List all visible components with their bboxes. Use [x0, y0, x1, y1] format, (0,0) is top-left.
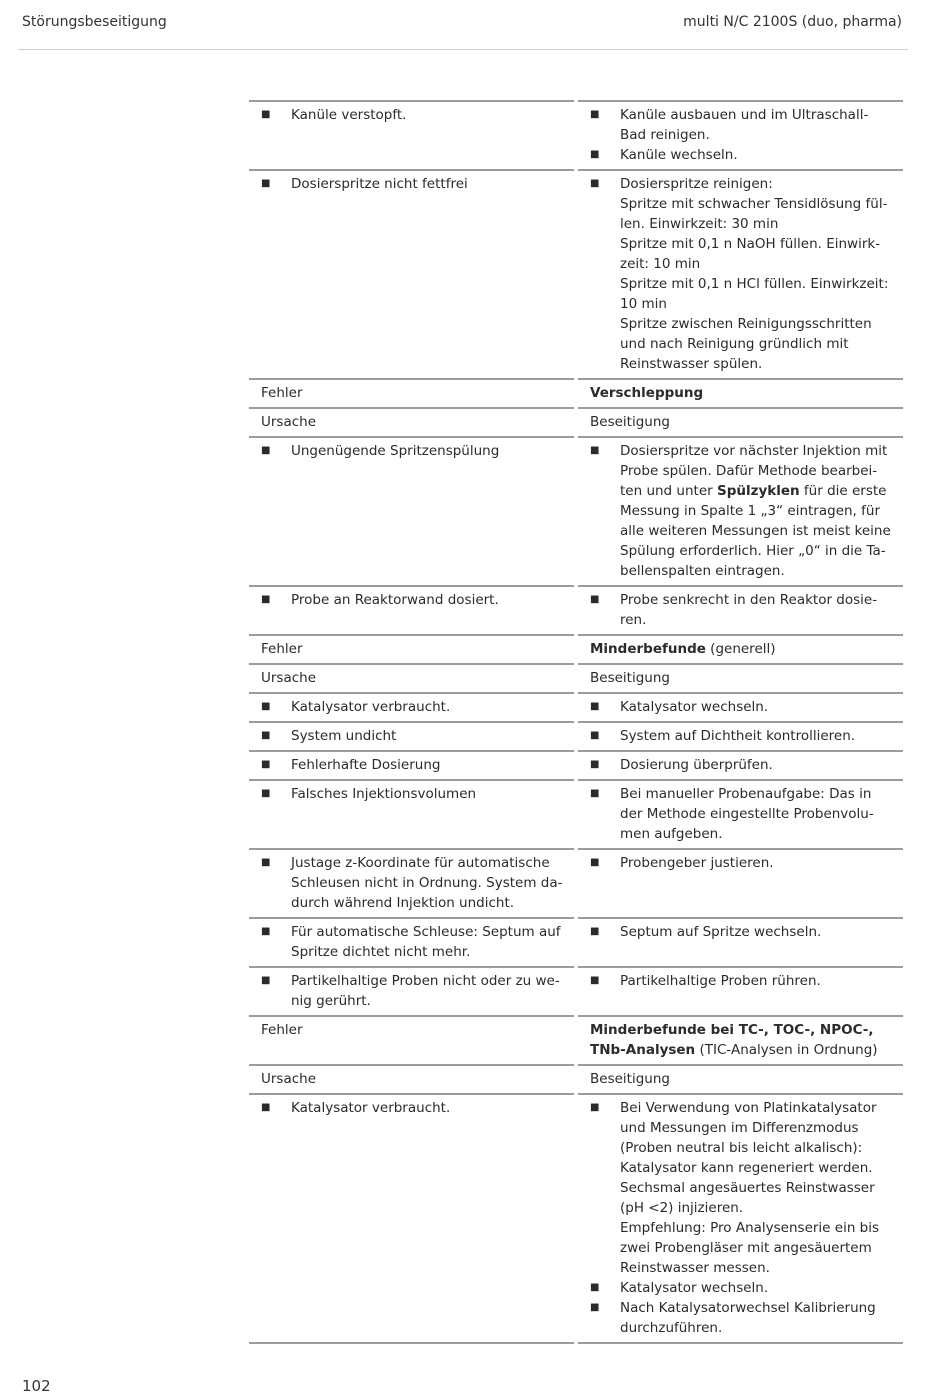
- list-item: [261, 726, 564, 746]
- cause-cell: [249, 1064, 574, 1093]
- cause-cell: [249, 378, 574, 407]
- list-item: [590, 971, 893, 991]
- table-row: [249, 1064, 903, 1093]
- column-label: Ursache: [261, 670, 317, 686]
- list-item-text: Katalysator wechseln.: [620, 1280, 769, 1296]
- column-label: Fehler: [261, 641, 303, 657]
- bullet-icon: ■: [590, 975, 600, 986]
- bullet-icon: ■: [590, 759, 600, 770]
- cause-cell: [249, 966, 574, 1015]
- table-row: [249, 750, 903, 779]
- list-item: [590, 441, 893, 581]
- list-item: [261, 922, 564, 962]
- list-item-text: Katalysator verbraucht.: [291, 1100, 451, 1116]
- remedy-cell: [578, 100, 903, 169]
- cause-cell: [249, 585, 574, 634]
- remedy-cell: [578, 1093, 903, 1344]
- list-item-text: System undicht: [291, 728, 397, 744]
- bullet-icon: ■: [590, 149, 600, 160]
- error-title-note: (generell): [705, 641, 776, 657]
- cause-cell: [249, 1015, 574, 1064]
- list-item-text: System auf Dichtheit kontrollieren.: [620, 728, 856, 744]
- list-item: [261, 105, 564, 125]
- bullet-icon: ■: [590, 1282, 600, 1293]
- list-item-text: Probe an Reaktorwand dosiert.: [291, 592, 499, 608]
- bullet-icon: ■: [261, 926, 271, 937]
- cause-cell: [249, 721, 574, 750]
- bullet-icon: ■: [261, 730, 271, 741]
- list-item: [590, 174, 893, 374]
- bullet-icon: ■: [261, 788, 271, 799]
- list-item-text: Justage z-Koordinate für automatische Schleusen nicht in Ordnung. System da- durch während Injektion undicht.: [291, 855, 563, 911]
- list-item: [590, 697, 893, 717]
- bullet-icon: ■: [590, 178, 600, 189]
- table-row: [249, 436, 903, 585]
- bullet-icon: ■: [261, 178, 271, 189]
- remedy-cell: [578, 663, 903, 692]
- bullet-icon: ■: [261, 594, 271, 605]
- list-item: [590, 784, 893, 844]
- list-item: [590, 1098, 893, 1278]
- table-row: [249, 407, 903, 436]
- list-item-text: Dosierspritze reinigen: Spritze mit schwacher Tensidlösung fül- len. Einwirkzeit: 30 min Spritze mit 0,1 n NaOH füllen. Einwirk- zeit: 10 min Spritze mit 0,1 n HCl füllen. Einwirkzeit: 10 min Spritze zwischen Reinigungsschritten und nach Reinigung gründlich mit Reinstwasser spülen.: [620, 176, 889, 372]
- table-row: [249, 692, 903, 721]
- remedy-cell: [578, 917, 903, 966]
- cause-cell: [249, 692, 574, 721]
- cause-cell: [249, 779, 574, 848]
- remedy-cell: [578, 692, 903, 721]
- bullet-icon: ■: [261, 701, 271, 712]
- table-row: [249, 663, 903, 692]
- bullet-icon: ■: [590, 926, 600, 937]
- bullet-icon: ■: [590, 857, 600, 868]
- column-label: Beseitigung: [590, 414, 670, 430]
- bullet-icon: ■: [261, 109, 271, 120]
- page-header: [22, 14, 902, 30]
- list-item: [590, 590, 893, 630]
- column-label: Beseitigung: [590, 670, 670, 686]
- table-row: [249, 585, 903, 634]
- bullet-icon: ■: [261, 975, 271, 986]
- bullet-icon: ■: [261, 445, 271, 456]
- list-item-text: Partikelhaltige Proben nicht oder zu we- nig gerührt.: [291, 973, 560, 1009]
- list-item-text: Probengeber justieren.: [620, 855, 774, 871]
- list-item-text-part: Dosierspritze vor nächster Injektion mit Probe spülen. Dafür Methode bearbei- ten und unter: [620, 443, 888, 499]
- list-item-text: Katalysator verbraucht.: [291, 699, 451, 715]
- table-row: [249, 1093, 903, 1344]
- column-label: Ursache: [261, 1071, 317, 1087]
- list-item: [261, 1098, 564, 1118]
- bullet-icon: ■: [590, 1302, 600, 1313]
- list-item-text: Kanüle ausbauen und im Ultraschall-Bad reinigen.: [620, 107, 869, 143]
- header-divider: [18, 49, 908, 50]
- list-item-text: Bei manueller Probenaufgabe: Das in der Methode eingestellte Probenvolu- men aufgeben.: [620, 786, 874, 842]
- emphasized-term: Spülzyklen: [716, 483, 800, 499]
- list-item-text: Katalysator wechseln.: [620, 699, 769, 715]
- list-item: [590, 853, 893, 873]
- remedy-cell: [578, 585, 903, 634]
- table-row: [249, 634, 903, 663]
- list-item-text: Kanüle wechseln.: [620, 147, 738, 163]
- cause-cell: [249, 407, 574, 436]
- table-row: [249, 721, 903, 750]
- list-item: [261, 784, 564, 804]
- list-item-text: Dosierspritze nicht fettfrei: [291, 176, 468, 192]
- table-row: [249, 1015, 903, 1064]
- list-item-text: Dosierung überprüfen.: [620, 757, 773, 773]
- remedy-cell: [578, 378, 903, 407]
- bullet-icon: ■: [590, 594, 600, 605]
- page-number: 102: [22, 1377, 51, 1395]
- bullet-icon: ■: [590, 730, 600, 741]
- column-label: Fehler: [261, 385, 303, 401]
- list-item: [590, 145, 893, 165]
- cause-cell: [249, 663, 574, 692]
- list-item: [590, 755, 893, 775]
- remedy-cell: [578, 848, 903, 917]
- remedy-cell: [578, 1015, 903, 1064]
- table-row: [249, 779, 903, 848]
- table-row: [249, 169, 903, 378]
- table-row: [249, 848, 903, 917]
- list-item-text: Ungenügende Spritzenspülung: [291, 443, 500, 459]
- error-title: Minderbefunde: [590, 641, 706, 657]
- list-item-text: Fehlerhafte Dosierung: [291, 757, 441, 773]
- bullet-icon: ■: [261, 1102, 271, 1113]
- list-item: [261, 853, 564, 913]
- list-item-text: Probe senkrecht in den Reaktor dosie- ren.: [620, 592, 878, 628]
- bullet-icon: ■: [261, 857, 271, 868]
- list-item: [261, 971, 564, 1011]
- remedy-cell: [578, 634, 903, 663]
- column-label: Ursache: [261, 414, 317, 430]
- list-item: [261, 697, 564, 717]
- table-row: [249, 100, 903, 169]
- list-item-text: Septum auf Spritze wechseln.: [620, 924, 822, 940]
- cause-cell: [249, 436, 574, 585]
- remedy-cell: [578, 721, 903, 750]
- bullet-icon: ■: [590, 1102, 600, 1113]
- table-row: [249, 917, 903, 966]
- list-item-text: Falsches Injektionsvolumen: [291, 786, 477, 802]
- list-item: [261, 755, 564, 775]
- bullet-icon: ■: [590, 445, 600, 456]
- column-label: Fehler: [261, 1022, 303, 1038]
- remedy-cell: [578, 750, 903, 779]
- bullet-icon: ■: [590, 109, 600, 120]
- list-item-text: [620, 441, 893, 581]
- error-title: Verschleppung: [590, 385, 704, 401]
- table-row: [249, 966, 903, 1015]
- remedy-cell: [578, 436, 903, 585]
- list-item-text-part: für die erste Messung in Spalte 1 „3“ eintragen, für alle weiteren Messungen ist meist keine Spülung erforderlich. Hier „0“ in die Ta- bellenspalten eintragen.: [620, 483, 891, 579]
- list-item: [261, 174, 564, 194]
- bullet-icon: ■: [590, 701, 600, 712]
- cause-cell: [249, 848, 574, 917]
- list-item: [590, 922, 893, 942]
- cause-cell: [249, 917, 574, 966]
- list-item-text: Nach Katalysatorwechsel Kalibrierung durchzuführen.: [620, 1300, 876, 1336]
- list-item-text: Bei Verwendung von Platinkatalysator und Messungen im Differenzmodus (Proben neutral bis leicht alkalisch): Katalysator kann regeneriert werden. Sechsmal angesäuertes Reinstwasser (pH <2) injizieren. Empfehlung: Pro Analysenserie ein bis zwei Probengläser mit angesäuertem Reinstwasser messen.: [620, 1100, 880, 1276]
- list-item: [590, 1298, 893, 1338]
- table-row: [249, 378, 903, 407]
- remedy-cell: [578, 169, 903, 378]
- remedy-cell: [578, 779, 903, 848]
- list-item: [261, 590, 564, 610]
- cause-cell: [249, 634, 574, 663]
- bullet-icon: ■: [261, 759, 271, 770]
- remedy-cell: [578, 966, 903, 1015]
- remedy-cell: [578, 407, 903, 436]
- bullet-icon: ■: [590, 788, 600, 799]
- cause-cell: [249, 100, 574, 169]
- column-label: Beseitigung: [590, 1071, 670, 1087]
- error-title-note: (TIC-Analysen in Ordnung): [695, 1042, 878, 1058]
- troubleshooting-table: [249, 100, 903, 1344]
- list-item: [590, 105, 893, 145]
- header-section-title: Störungsbeseitigung: [22, 14, 167, 30]
- list-item-text: Kanüle verstopft.: [291, 107, 407, 123]
- header-product-name: multi N/C 2100S (duo, pharma): [683, 14, 902, 30]
- list-item: [590, 1278, 893, 1298]
- error-title: Minderbefunde bei TC-, TOC-, NPOC-, TNb-Analysen: [590, 1022, 874, 1058]
- cause-cell: [249, 750, 574, 779]
- remedy-cell: [578, 1064, 903, 1093]
- list-item-text: Für automatische Schleuse: Septum auf Spritze dichtet nicht mehr.: [291, 924, 561, 960]
- list-item-text: Partikelhaltige Proben rühren.: [620, 973, 821, 989]
- list-item: [590, 726, 893, 746]
- cause-cell: [249, 1093, 574, 1344]
- cause-cell: [249, 169, 574, 378]
- list-item: [261, 441, 564, 461]
